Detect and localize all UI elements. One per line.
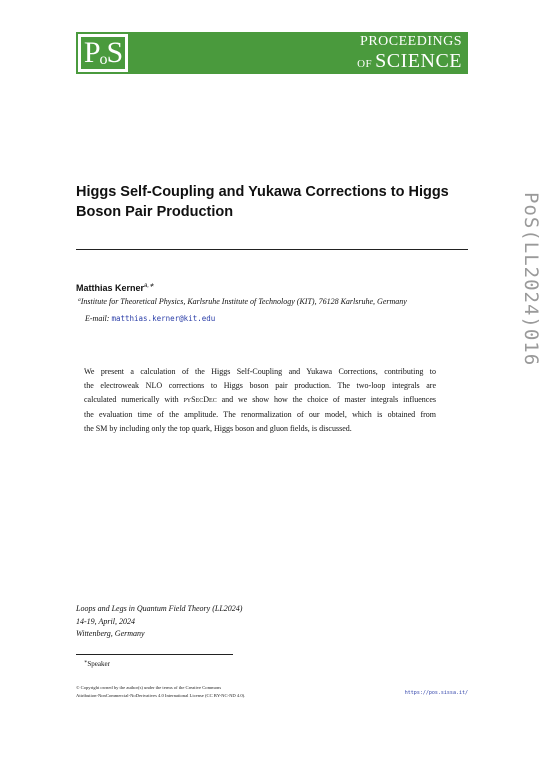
pos-identifier-stamp: [508, 192, 544, 448]
pos-logo-mark: PoS: [81, 37, 125, 69]
title-divider: [76, 249, 468, 250]
pos-url-link[interactable]: https://pos.sissa.it/: [404, 690, 468, 696]
author: [76, 282, 154, 293]
abstract: [84, 365, 436, 436]
banner-line2: [357, 51, 462, 71]
footnote-text: Speaker: [87, 660, 110, 668]
title-line-2: Boson Pair Production: [76, 204, 234, 220]
conference-info: [76, 603, 242, 641]
paper-title: [76, 182, 456, 222]
footnote-mark: ∗: [84, 660, 88, 665]
conference-name: Loops and Legs in Quantum Field Theory (LL2024): [76, 604, 243, 613]
abstract-line: the evaluation time of the amplitude. The renormalization of our model, which is obtained from: [84, 409, 436, 419]
author-marks: a,∗: [144, 283, 155, 289]
abstract-text: calculated numerically with: [84, 395, 184, 405]
email-label: E-mail:: [85, 314, 110, 323]
abstract-line: the electroweak NLO corrections to Higgs boson pair production. The two-loop integrals are: [84, 381, 436, 391]
banner-of: OF: [357, 58, 373, 70]
email-link[interactable]: matthias.kerner@kit.edu: [111, 314, 216, 323]
pos-identifier-text: PoS(LL2024)016: [520, 192, 542, 367]
copyright-line-1: © Copyright owned by the author(s) under the terms of the Creative Commons: [76, 685, 222, 690]
footnote-divider: [76, 654, 233, 655]
banner-science: SCIENCE: [375, 50, 462, 72]
pos-header-banner: [76, 32, 468, 74]
abstract-line: [84, 393, 436, 407]
pos-logo: [76, 32, 130, 74]
proceedings-of-science-title: [357, 35, 462, 71]
tool-name-pysecdec: pySecDec: [183, 395, 217, 405]
banner-proceedings: PROCEEDINGS: [360, 34, 462, 49]
title-line-1: Higgs Self-Coupling and Yukawa Corrections to Higgs: [76, 184, 449, 200]
affiliation-text: Institute for Theoretical Physics, Karlsruhe Institute of Technology (KIT), 76128 Karlsruhe, Germany: [80, 297, 407, 306]
affiliation-mark: a: [78, 297, 81, 303]
email-line: [85, 314, 215, 323]
author-name: Matthias Kerner: [76, 283, 145, 293]
affiliation: [78, 297, 407, 306]
copyright-line-2: Attribution-NonCommercial-NoDerivatives 4.0 International License (CC BY-NC-ND 4.0).: [76, 692, 246, 698]
abstract-line: the SM by including only the top quark, Higgs boson and gluon fields, is discussed.: [84, 423, 352, 433]
conference-place: Wittenberg, Germany: [76, 629, 145, 639]
conference-dates: 14-19, April, 2024: [76, 616, 135, 626]
footnote: [84, 659, 110, 668]
copyright-notice: [76, 684, 245, 699]
abstract-line: We present a calculation of the Higgs Self-Coupling and Yukawa Corrections, contributing to: [84, 367, 436, 376]
abstract-text: and we show how the choice of master integrals influences: [216, 395, 436, 405]
